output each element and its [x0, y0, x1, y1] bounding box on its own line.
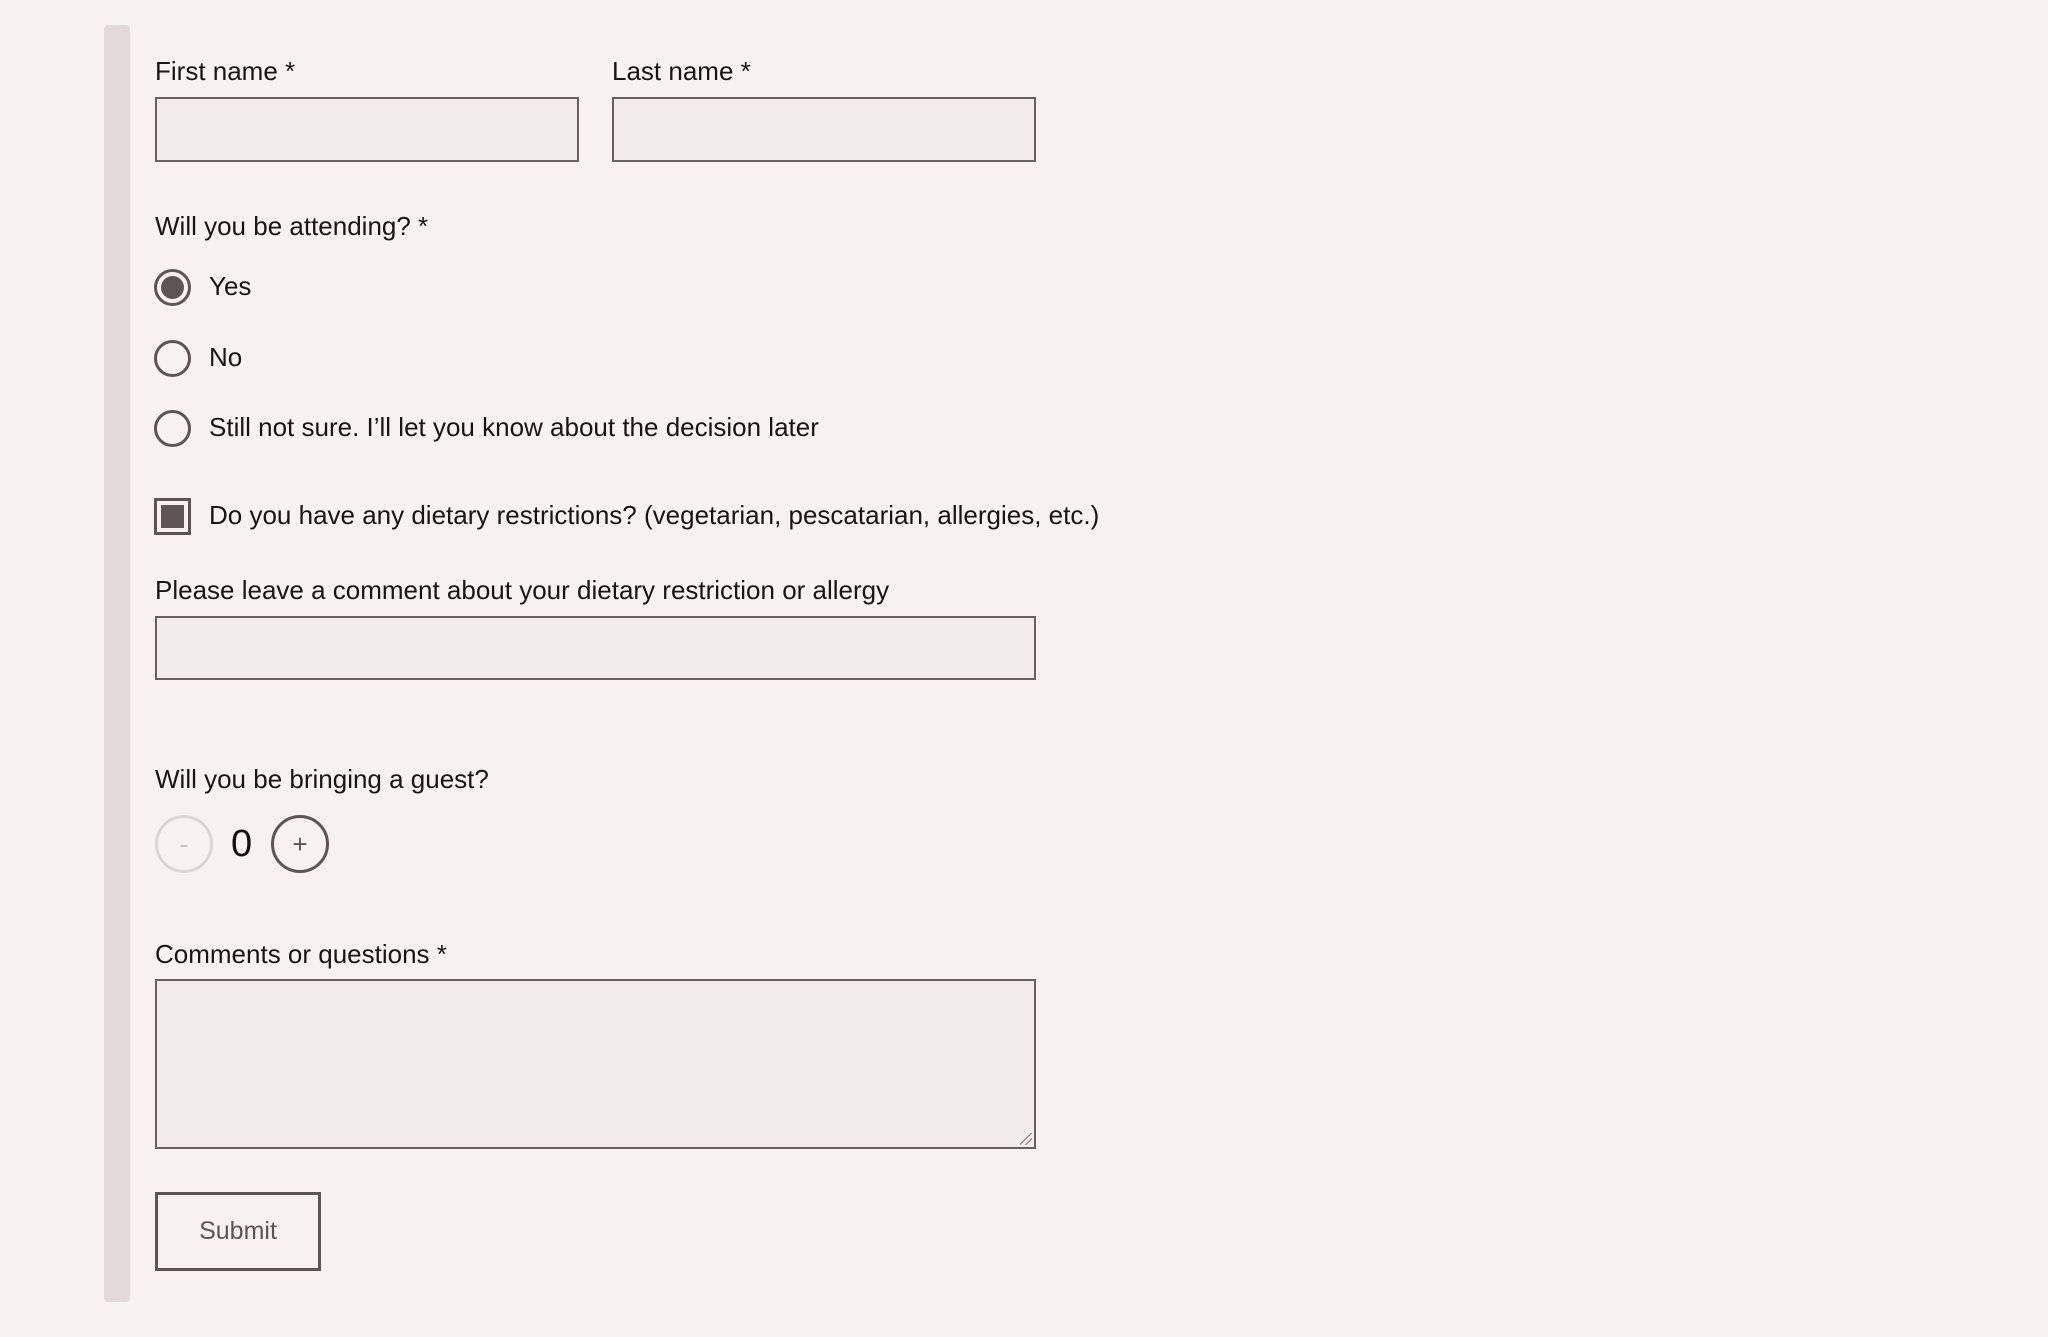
guest-label: Will you be bringing a guest?: [155, 764, 489, 794]
attending-label: Will you be attending? *: [155, 211, 429, 241]
dietary-comment-input[interactable]: [155, 616, 1036, 680]
form-side-bar: [104, 25, 130, 1302]
radio-no-circle[interactable]: [154, 340, 191, 377]
plus-icon: +: [292, 828, 308, 859]
radio-yes-circle[interactable]: [154, 269, 191, 306]
radio-not-sure-circle[interactable]: [154, 410, 191, 447]
first-name-input[interactable]: [155, 97, 579, 162]
dietary-comment-label: Please leave a comment about your dietary restriction or allergy: [155, 575, 890, 605]
first-name-label: First name *: [155, 56, 296, 86]
comments-textarea[interactable]: [155, 979, 1036, 1149]
last-name-label: Last name *: [612, 56, 751, 86]
radio-no-label[interactable]: No: [209, 342, 243, 372]
guest-decrement-button[interactable]: [155, 815, 213, 873]
resize-handle-icon[interactable]: [1020, 1133, 1032, 1145]
dietary-checkbox[interactable]: [154, 498, 191, 535]
radio-yes-label[interactable]: Yes: [209, 271, 252, 301]
dietary-checkbox-label[interactable]: Do you have any dietary restrictions? (vegetarian, pescatarian, allergies, etc.): [209, 500, 1100, 530]
last-name-input[interactable]: [612, 97, 1036, 162]
guest-increment-button[interactable]: [271, 815, 329, 873]
guest-count: 0: [231, 823, 253, 865]
minus-icon: -: [179, 828, 189, 859]
radio-not-sure-label[interactable]: Still not sure. I’ll let you know about the decision later: [209, 412, 819, 442]
comments-label: Comments or questions *: [155, 939, 447, 969]
submit-button[interactable]: Submit: [155, 1192, 321, 1271]
